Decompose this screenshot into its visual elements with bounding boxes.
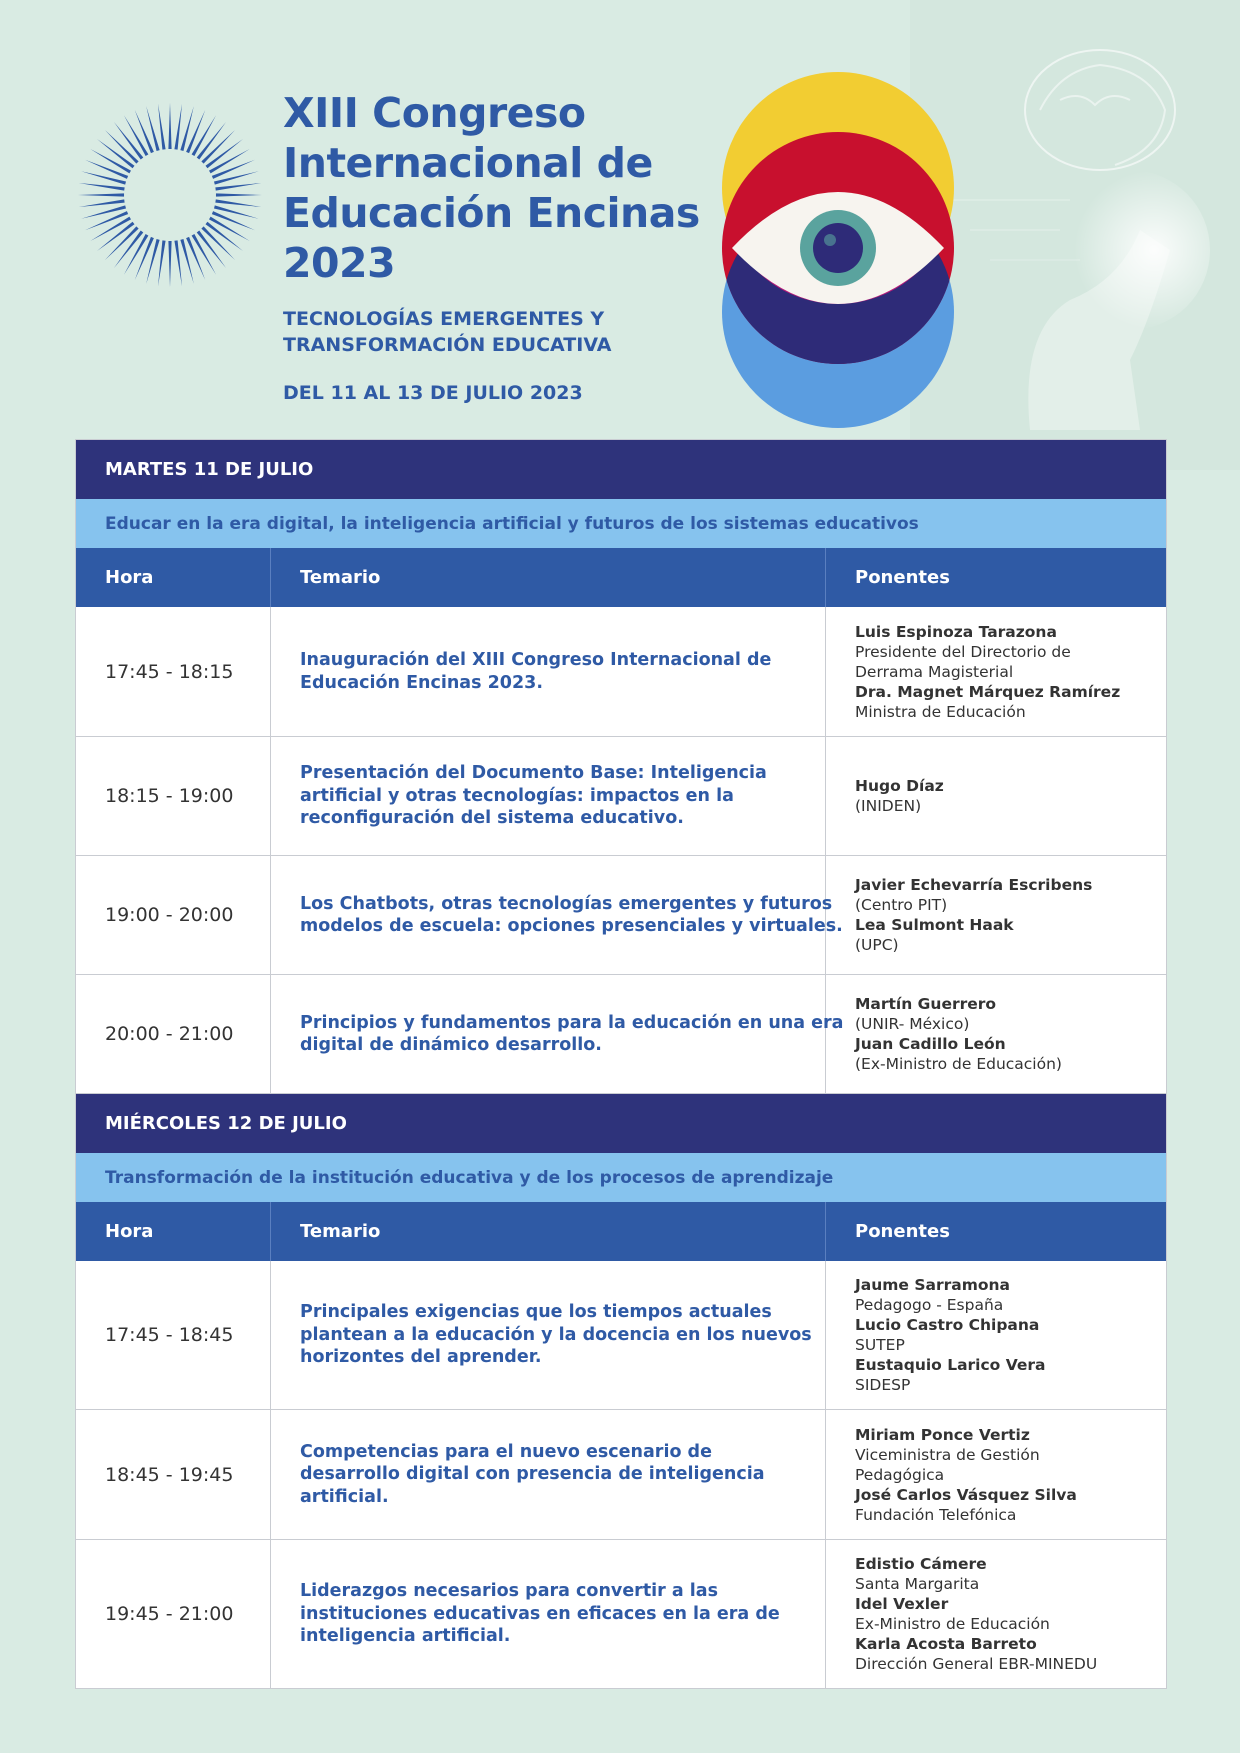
speaker-affiliation: (UPC) [855,936,899,954]
congress-title [283,88,703,288]
speaker-affiliation: (Centro PIT) [855,896,948,914]
speaker-name: Juan Cadillo León [855,1035,1006,1053]
speaker-name: Hugo Díaz [855,777,944,795]
speaker-name: Lea Sulmont Haak [855,916,1014,934]
speaker-name: Luis Espinoza Tarazona [855,622,1057,641]
topic-line: Liderazgos necesarios para convertir a las [300,1581,719,1602]
table-row [76,1261,1166,1410]
topic-line: modelos de escuela: opciones presenciales y virtuales. [300,916,843,936]
sun-ray [79,199,125,207]
table-row [76,1410,1166,1540]
topic-line: digital de dinámico desarrollo. [300,1035,602,1055]
speaker-affiliation: Dirección General EBR-MINEDU [855,1655,1098,1673]
sun-ray [168,103,171,149]
session-speakers [826,1410,1166,1539]
day-theme-text: Transformación de la institución educativa y de los procesos de aprendizaje [105,1167,834,1188]
sun-ray [174,240,182,286]
speaker-name: Edistio Cámere [855,1555,987,1573]
column-header-hora: Hora [76,548,271,607]
session-speakers [826,975,1166,1093]
speaker-affiliation: Presidente del Directorio de [855,642,1071,661]
topic-line: reconfiguración del sistema educativo. [300,808,684,829]
sun-ray [212,160,255,179]
sun-ray [135,237,154,280]
sun-ray [78,193,124,196]
speaker-affiliation: Ex-Ministro de Educación [855,1615,1050,1633]
column-header-ponentes: Ponentes [855,567,950,588]
session-topic [271,1540,826,1688]
day-header [76,1094,1166,1153]
session-speakers [826,1261,1166,1409]
topic-line: desarrollo digital con presencia de inteligencia [300,1464,765,1485]
sun-ray [158,240,166,286]
speaker-affiliation: Fundación Telefónica [855,1505,1017,1524]
speaker-name: Karla Acosta Barreto [855,1635,1037,1653]
congress-subtitle [283,306,703,358]
table-row [76,737,1166,856]
speaker-name: Jaume Sarramona [855,1276,1010,1294]
column-header-temario: Temario [271,548,826,607]
speaker-affiliation: (UNIR- México) [855,1015,970,1033]
speaker-name: Lucio Castro Chipana [855,1316,1040,1334]
speaker-affiliation: SIDESP [855,1376,911,1394]
eye-logo-icon [718,72,958,430]
speaker-name: Martín Guerrero [855,995,997,1013]
sun-ray [186,237,205,280]
subtitle-line: TRANSFORMACIÓN EDUCATIVA [283,334,612,356]
topic-line: Inauguración del XIII Congreso Internacional de [300,650,772,670]
sun-ray [215,199,261,207]
header [283,88,703,406]
speaker-affiliation: (Ex-Ministro de Educación) [855,1055,1062,1073]
table-row [76,975,1166,1094]
sun-ray [212,211,255,230]
sun-ray [135,110,154,153]
day-title: MARTES 11 DE JULIO [105,459,314,480]
day-header [76,440,1166,499]
sun-ray [216,193,262,196]
session-time: 17:45 - 18:15 [76,607,271,736]
topic-line: Principios y fundamentos para la educación en una era [300,1012,844,1033]
topic-line: Educación Encinas 2023. [300,672,543,693]
column-header-temario: Temario [271,1202,826,1261]
table-row [76,1540,1166,1688]
event-dates: DEL 11 AL 13 DE JULIO 2023 [283,382,583,404]
sun-ray [186,110,205,153]
speaker-affiliation: Ministra de Educación [855,702,1026,721]
session-topic [271,737,826,855]
topic-line: inteligencia artificial. [300,1626,511,1647]
sun-ray [215,183,261,191]
speaker-affiliation: Viceministra de Gestión [855,1445,1040,1464]
session-topic [271,1410,826,1539]
session-time: 20:00 - 21:00 [76,975,271,1093]
topic-line: artificial y otras tecnologías: impactos en la [300,785,734,806]
speaker-affiliation: Derrama Magisterial [855,662,1014,681]
session-topic [271,607,826,736]
column-header-ponentes: Ponentes [855,1221,950,1242]
session-time: 18:45 - 19:45 [76,1410,271,1539]
title-line: Educación Encinas [283,189,700,237]
column-header-row [76,1202,1166,1261]
day-title: MIÉRCOLES 12 DE JULIO [105,1113,347,1134]
session-speakers [826,856,1166,974]
sun-ray [168,241,171,287]
session-topic [271,856,843,974]
sun-burst-icon [75,100,265,290]
sun-ray [174,104,182,150]
topic-line: Los Chatbots, otras tecnologías emergentes y futuros [300,893,833,914]
session-time: 19:00 - 20:00 [76,856,271,974]
speaker-name: Miriam Ponce Vertiz [855,1425,1030,1444]
session-speakers [826,737,1166,855]
speaker-name: Javier Echevarría Escribens [855,876,1093,894]
speaker-affiliation: Santa Margarita [855,1575,980,1593]
table-row [76,856,1166,975]
speaker-name: Eustaquio Larico Vera [855,1356,1046,1374]
speaker-affiliation: Pedagógica [855,1465,945,1484]
session-topic [271,1261,826,1409]
speaker-name: José Carlos Vásquez Silva [855,1485,1077,1504]
topic-line: Presentación del Documento Base: Inteligencia [300,763,767,784]
brain-illustration-icon [910,0,1240,470]
sun-ray [79,183,125,191]
title-line: 2023 [283,239,396,287]
table-row [76,607,1166,737]
title-line: Internacional de [283,139,653,187]
topic-line: horizontes del aprender. [300,1347,542,1368]
sun-ray [85,211,128,230]
subtitle-line: TECNOLOGÍAS EMERGENTES Y [283,308,605,330]
topic-line: plantean a la educación y la docencia en los nuevos [300,1324,812,1345]
session-speakers [826,607,1166,736]
session-time: 17:45 - 18:45 [76,1261,271,1409]
sun-ray [85,160,128,179]
day-theme [76,499,1166,548]
speaker-name: Idel Vexler [855,1595,949,1613]
title-line: XIII Congreso [283,89,586,137]
sun-ray [158,104,166,150]
topic-line: Principales exigencias que los tiempos actuales [300,1302,772,1323]
column-header-row [76,548,1166,607]
speaker-name: Dra. Magnet Márquez Ramírez [855,682,1121,701]
topic-line: instituciones educativas en eficaces en la era de [300,1603,780,1624]
schedule-table [75,439,1167,1689]
session-time: 19:45 - 21:00 [76,1540,271,1688]
column-header-hora: Hora [76,1202,271,1261]
session-time: 18:15 - 19:00 [76,737,271,855]
session-topic [271,975,844,1093]
speaker-affiliation: Pedagogo - España [855,1296,1004,1314]
speaker-affiliation: SUTEP [855,1336,905,1354]
day-theme [76,1153,1166,1202]
speaker-affiliation: (INIDEN) [855,797,922,815]
day-theme-text: Educar en la era digital, la inteligencia artificial y futuros de los sistemas educativos [105,513,919,534]
topic-line: Competencias para el nuevo escenario de [300,1441,712,1462]
topic-line: artificial. [300,1486,389,1507]
session-speakers [826,1540,1166,1688]
